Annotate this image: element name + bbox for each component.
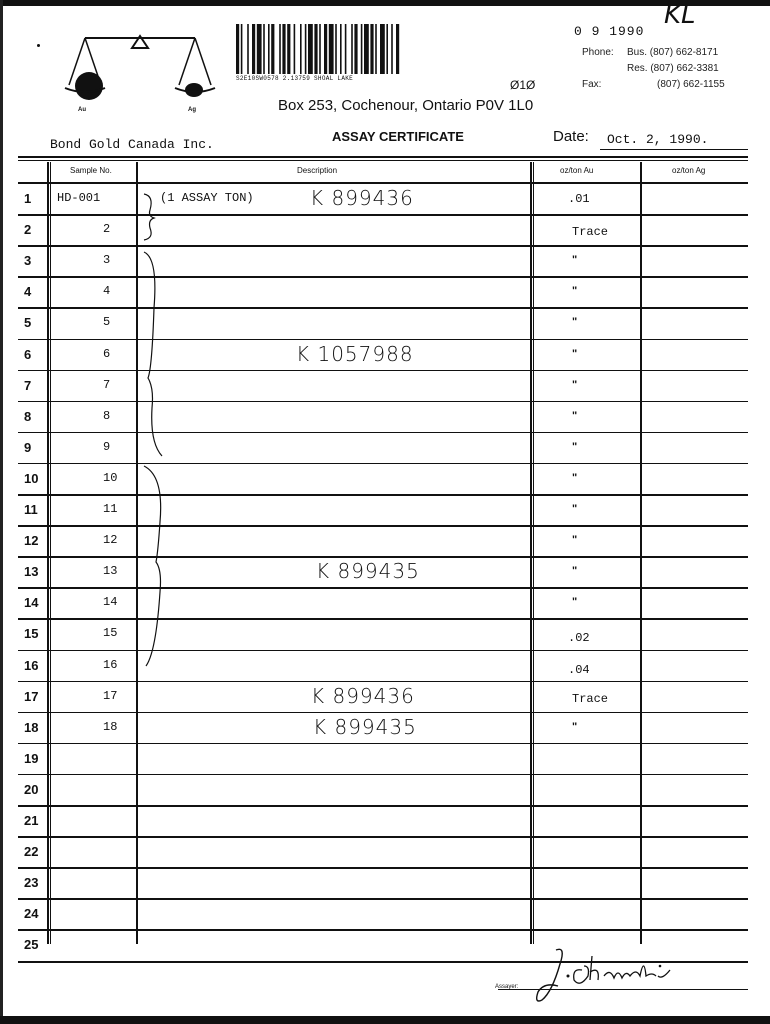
row-number: 23 — [24, 875, 39, 891]
row-number: 24 — [24, 906, 39, 922]
client-company: Bond Gold Canada Inc. — [50, 137, 214, 152]
sample-number: 17 — [103, 688, 118, 703]
row-number: 12 — [24, 533, 39, 549]
row-rule — [18, 867, 748, 869]
row-number: 1 — [24, 191, 32, 206]
row-rule — [18, 276, 748, 278]
row-number: 10 — [24, 470, 39, 486]
sample-number: 7 — [103, 377, 111, 392]
brace-rows-10-16 — [140, 462, 172, 670]
row-number: 5 — [24, 315, 32, 331]
row-number: 16 — [24, 657, 39, 673]
row-number: 7 — [24, 377, 32, 393]
ditto-mark-au: " — [572, 503, 578, 515]
sample-number: 11 — [103, 502, 118, 516]
ditto-mark-au: " — [572, 440, 578, 453]
fax-number: (807) 662-1155 — [657, 79, 725, 90]
ditto-mark-au: " — [572, 409, 578, 422]
sample-number: 9 — [103, 439, 111, 454]
gold-result: Trace — [572, 225, 609, 240]
row-number: 8 — [24, 408, 32, 424]
row-number: 21 — [24, 813, 39, 828]
row-number: 25 — [24, 937, 39, 953]
sample-number: HD-001 — [57, 191, 101, 205]
handwritten-sample-ref: K 899435 — [316, 559, 420, 584]
col-divider-3 — [530, 162, 532, 944]
row-rule — [18, 898, 748, 900]
row-number: 17 — [24, 688, 39, 704]
sample-number: 15 — [103, 626, 118, 641]
header-oz-ag: oz/ton Ag — [672, 166, 706, 175]
header-oz-au: oz/ton Au — [560, 166, 594, 175]
sample-number: 14 — [103, 595, 118, 610]
row-number: 6 — [24, 346, 32, 362]
handwritten-initials: KL — [664, 0, 696, 30]
ditto-mark-au: " — [572, 471, 578, 484]
row-number: 11 — [24, 502, 38, 517]
document-code: Ø1Ø — [510, 78, 536, 92]
company-address: Box 253, Cochenour, Ontario P0V 1L0 — [278, 97, 534, 114]
row-rule — [18, 494, 748, 496]
date-label: Date: — [553, 128, 589, 145]
row-rule — [18, 556, 748, 558]
phone-business: Bus. (807) 662-8171 — [627, 47, 719, 58]
sample-number: 8 — [103, 408, 111, 423]
row-rule — [18, 307, 748, 309]
row-rule — [18, 432, 748, 434]
sample-number: 13 — [103, 564, 118, 579]
logo-label-au: Au — [78, 107, 86, 113]
sample-number: 2 — [103, 222, 111, 237]
ditto-mark-au: " — [572, 254, 578, 267]
row-rule — [18, 214, 748, 216]
handwritten-sample-ref: K 899435 — [313, 714, 417, 739]
brace-rows-1-2 — [140, 190, 160, 242]
row-rule — [18, 929, 748, 931]
row-rule — [18, 525, 748, 527]
received-date-stamp: 0 9 1990 — [574, 24, 645, 39]
signature-line — [498, 989, 748, 990]
row-rule — [18, 587, 748, 589]
barcode-text: S2E10SW0578 2.13759 SHOAL LAKE — [236, 75, 354, 82]
ditto-mark-au: " — [572, 378, 578, 391]
row-number: 4 — [24, 284, 32, 300]
sample-number: 10 — [103, 470, 118, 485]
row-rule — [18, 774, 748, 776]
ditto-mark-au: " — [572, 565, 578, 578]
col-divider-3b — [533, 162, 534, 944]
row-rule — [18, 618, 748, 620]
row-rule — [18, 339, 748, 341]
row-rule — [18, 370, 748, 372]
col-divider-2 — [136, 162, 138, 944]
row-rule — [18, 463, 748, 465]
phone-label: Phone: — [582, 47, 614, 58]
col-divider-1 — [47, 162, 49, 944]
header-sample-no: Sample No. — [70, 166, 112, 175]
table-top-rule-inner — [18, 160, 748, 161]
fax-label: Fax: — [582, 79, 602, 90]
row-rule — [18, 401, 748, 403]
assayer-label: Assayer: — [495, 984, 519, 990]
row-number: 13 — [24, 564, 39, 580]
header-description: Description — [297, 166, 338, 175]
row-number: 20 — [24, 781, 39, 797]
sample-description: (1 ASSAY TON) — [160, 191, 254, 205]
table-top-rule — [18, 156, 748, 158]
row-number: 3 — [24, 253, 32, 269]
row-rule — [18, 245, 748, 247]
brace-rows-3-9 — [140, 248, 168, 458]
row-rule — [18, 836, 748, 838]
ditto-mark-au: " — [572, 285, 578, 298]
row-rule — [18, 743, 748, 745]
certificate-date: Oct. 2, 1990. — [607, 132, 709, 147]
row-number: 19 — [24, 750, 39, 766]
gold-result: .02 — [568, 631, 590, 646]
ditto-mark-au: " — [572, 720, 578, 733]
gold-result: Trace — [572, 691, 609, 706]
col-divider-1b — [50, 162, 51, 944]
row-number: 15 — [24, 626, 39, 642]
ditto-mark-au: " — [572, 347, 578, 360]
row-number: 18 — [24, 719, 39, 735]
sample-number: 4 — [103, 284, 111, 299]
sample-number: 12 — [103, 533, 118, 548]
header-rule — [18, 182, 748, 184]
handwritten-sample-ref: K 899436 — [310, 186, 414, 210]
ditto-mark-au: " — [572, 316, 578, 329]
row-rule — [18, 681, 748, 683]
row-rule — [18, 805, 748, 807]
row-number: 2 — [24, 222, 32, 238]
phone-residence: Res. (807) 662-3381 — [627, 63, 719, 74]
ditto-mark-au: " — [572, 596, 578, 609]
certificate-title: ASSAY CERTIFICATE — [332, 129, 464, 144]
col-divider-4 — [640, 162, 642, 944]
assayer-signature — [530, 946, 680, 1006]
logo-label-ag: Ag — [188, 107, 196, 113]
row-rule — [18, 712, 748, 714]
sample-number: 18 — [103, 719, 118, 734]
sample-number: 6 — [103, 346, 111, 361]
handwritten-sample-ref: K 899436 — [311, 683, 415, 708]
row-rule — [18, 650, 748, 652]
sample-number: 16 — [103, 657, 118, 672]
sample-number: 3 — [103, 253, 111, 268]
sample-number: 5 — [103, 315, 111, 330]
handwritten-sample-ref: K 1057988 — [296, 341, 414, 366]
gold-result: .01 — [568, 192, 590, 206]
row-number: 14 — [24, 595, 39, 611]
ditto-mark-au: " — [572, 534, 578, 547]
row-number: 22 — [24, 844, 39, 860]
row-number: 9 — [24, 439, 32, 455]
gold-result: .04 — [568, 662, 590, 677]
